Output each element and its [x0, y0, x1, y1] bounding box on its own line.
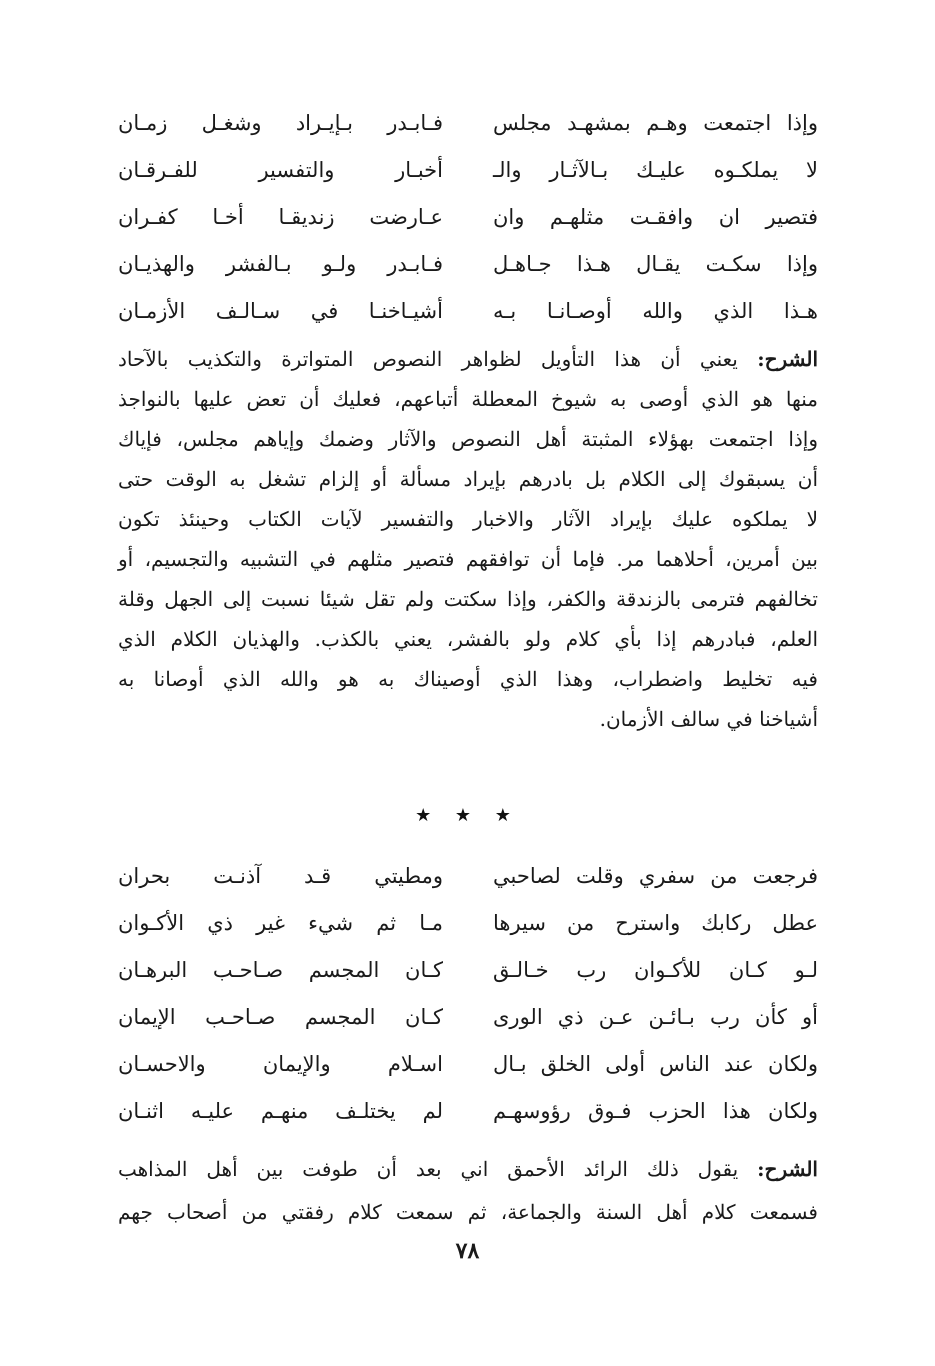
- commentary-line: فيه تخليط واضطراب، وهذا الذي أوصيناك به هو والله الذي أوصانا به: [118, 667, 818, 691]
- commentary-label: الشرح:: [757, 1157, 818, 1181]
- verse-first-hemistich: فتصير ان وافقـت مثلهـم وان: [493, 205, 818, 229]
- commentary-line: [118, 1148, 818, 1191]
- page-number: ٧٨: [455, 1238, 480, 1264]
- verse-second-hemistich: أخبـار والتفسير للفـرقـان: [118, 158, 443, 182]
- commentary-line: تخالفهم فترمى بالزندقة والكفر، وإذا سكتت ولم تقل شيئا نسبت إلى الجهل وقلة: [118, 587, 818, 611]
- verse-second-hemistich: اسـلام والإيمان والاحسـان: [118, 1052, 443, 1076]
- verse-second-hemistich: كـان المجسم صـاحـب البرهـان: [118, 958, 443, 982]
- verse-first-hemistich: فرجعت من سفري وقلت لصاحبي: [493, 864, 818, 888]
- verse: [118, 997, 818, 1044]
- commentary-block-2: [118, 1148, 818, 1234]
- poem-block-2: [118, 856, 818, 1138]
- commentary-text: يعني أن هذا التأويل لظواهر النصوص المتواترة والتكذيب بالآحاد: [118, 347, 738, 371]
- verse-second-hemistich: ومطيتي قـد آذنـت بحران: [118, 864, 443, 888]
- commentary-label: الشرح:: [757, 347, 819, 371]
- verse-second-hemistich: مـا ثم شيء غير ذي الأكـوان: [118, 911, 443, 935]
- verse-second-hemistich: لم يختلـف منهـم عليـه اثنـان: [118, 1099, 443, 1123]
- verse-first-hemistich: هـذا الذي والله أوصـانـا بـه: [493, 299, 818, 323]
- commentary-line: وإذا اجتمعت بهؤلاء المثبتة أهل النصوص والآثار وضمك وإياهم مجلس، فإياك: [118, 427, 818, 451]
- verse-second-hemistich: كـان المجسم صـاحـب الإيمان: [118, 1005, 443, 1029]
- verse: [118, 1044, 818, 1091]
- verse: [118, 197, 818, 244]
- verse: [118, 950, 818, 997]
- verse-first-hemistich: لـو كـان للأكـوان رب خـالـق: [493, 958, 818, 982]
- verse-second-hemistich: عـارضت زنديقـا أخـا كفـران: [118, 205, 443, 229]
- verse-first-hemistich: ولكان هذا الحزب فـوق رؤوسهـم: [493, 1099, 818, 1123]
- commentary-line: أشياخنا في سالف الأزمان.: [599, 707, 818, 731]
- verse: [118, 903, 818, 950]
- commentary-line: منها هو الذي أوصى به شيوخ المعطلة أتباعهم، فعليك أن تعض عليها بالنواجذ: [118, 387, 818, 411]
- verse: [118, 1091, 818, 1138]
- section-separator-stars: ★ ★ ★: [415, 805, 520, 826]
- commentary-text: يقول ذلك الرائد الأحمق اني بعد أن طوفت بين أهل المذاهب: [118, 1157, 739, 1181]
- verse: [118, 291, 818, 338]
- commentary-line: لا يملكوه عليك بإيراد الآثار والاخبار والتفسير لآيات الكتاب وحينئذ تكون: [118, 507, 818, 531]
- verse-second-hemistich: فـابـدر بـإيـراد وشغـل زمـان: [118, 111, 443, 135]
- commentary-line: فسمعت كلام أهل السنة والجماعة، ثم سمعت كلام رفقتي من أصحاب جهم: [118, 1200, 818, 1224]
- verse-second-hemistich: فـابـدر ولـو بـالفشر والهذيـان: [118, 252, 443, 276]
- verse: [118, 244, 818, 291]
- verse: [118, 103, 818, 150]
- verse-first-hemistich: لا يملكـوه عليـك بـالآثـار والـ: [493, 158, 818, 182]
- verse-second-hemistich: أشيـاخنـا في سـالـف الأزمـان: [118, 299, 443, 323]
- commentary-line: العلم، فبادرهم إذا بأي كلام ولو بالفشر، يعني بالكذب. والهذيان الكلام الذي: [118, 627, 818, 651]
- commentary-line: أن يسبقوك إلى الكلام بل بادرهم بإيراد مسألة أو إلزام تشغل به الوقت حتى: [118, 467, 818, 491]
- verse-first-hemistich: أو كأن رب بـائـن عـن ذي الورى: [493, 1005, 818, 1029]
- verse-first-hemistich: وإذا سكـت يقـال هـذا جـاهـل: [493, 252, 818, 276]
- poem-block-1: [118, 103, 818, 338]
- verse-first-hemistich: وإذا اجتمعت وهـم بمشهـد مجلس: [493, 111, 818, 135]
- verse-first-hemistich: ولكان عند الناس أولى الخلق بـال: [493, 1052, 818, 1076]
- verse: [118, 856, 818, 903]
- commentary-block-1: [118, 339, 818, 739]
- commentary-line: [118, 339, 818, 379]
- verse-first-hemistich: عطل ركابك واسترح من سيرها: [493, 911, 818, 935]
- commentary-line: بين أمرين، أحلاهما مر. فإما أن توافقهم فتصير مثلهم في التشبيه والتجسيم، أو: [118, 547, 818, 571]
- verse: [118, 150, 818, 197]
